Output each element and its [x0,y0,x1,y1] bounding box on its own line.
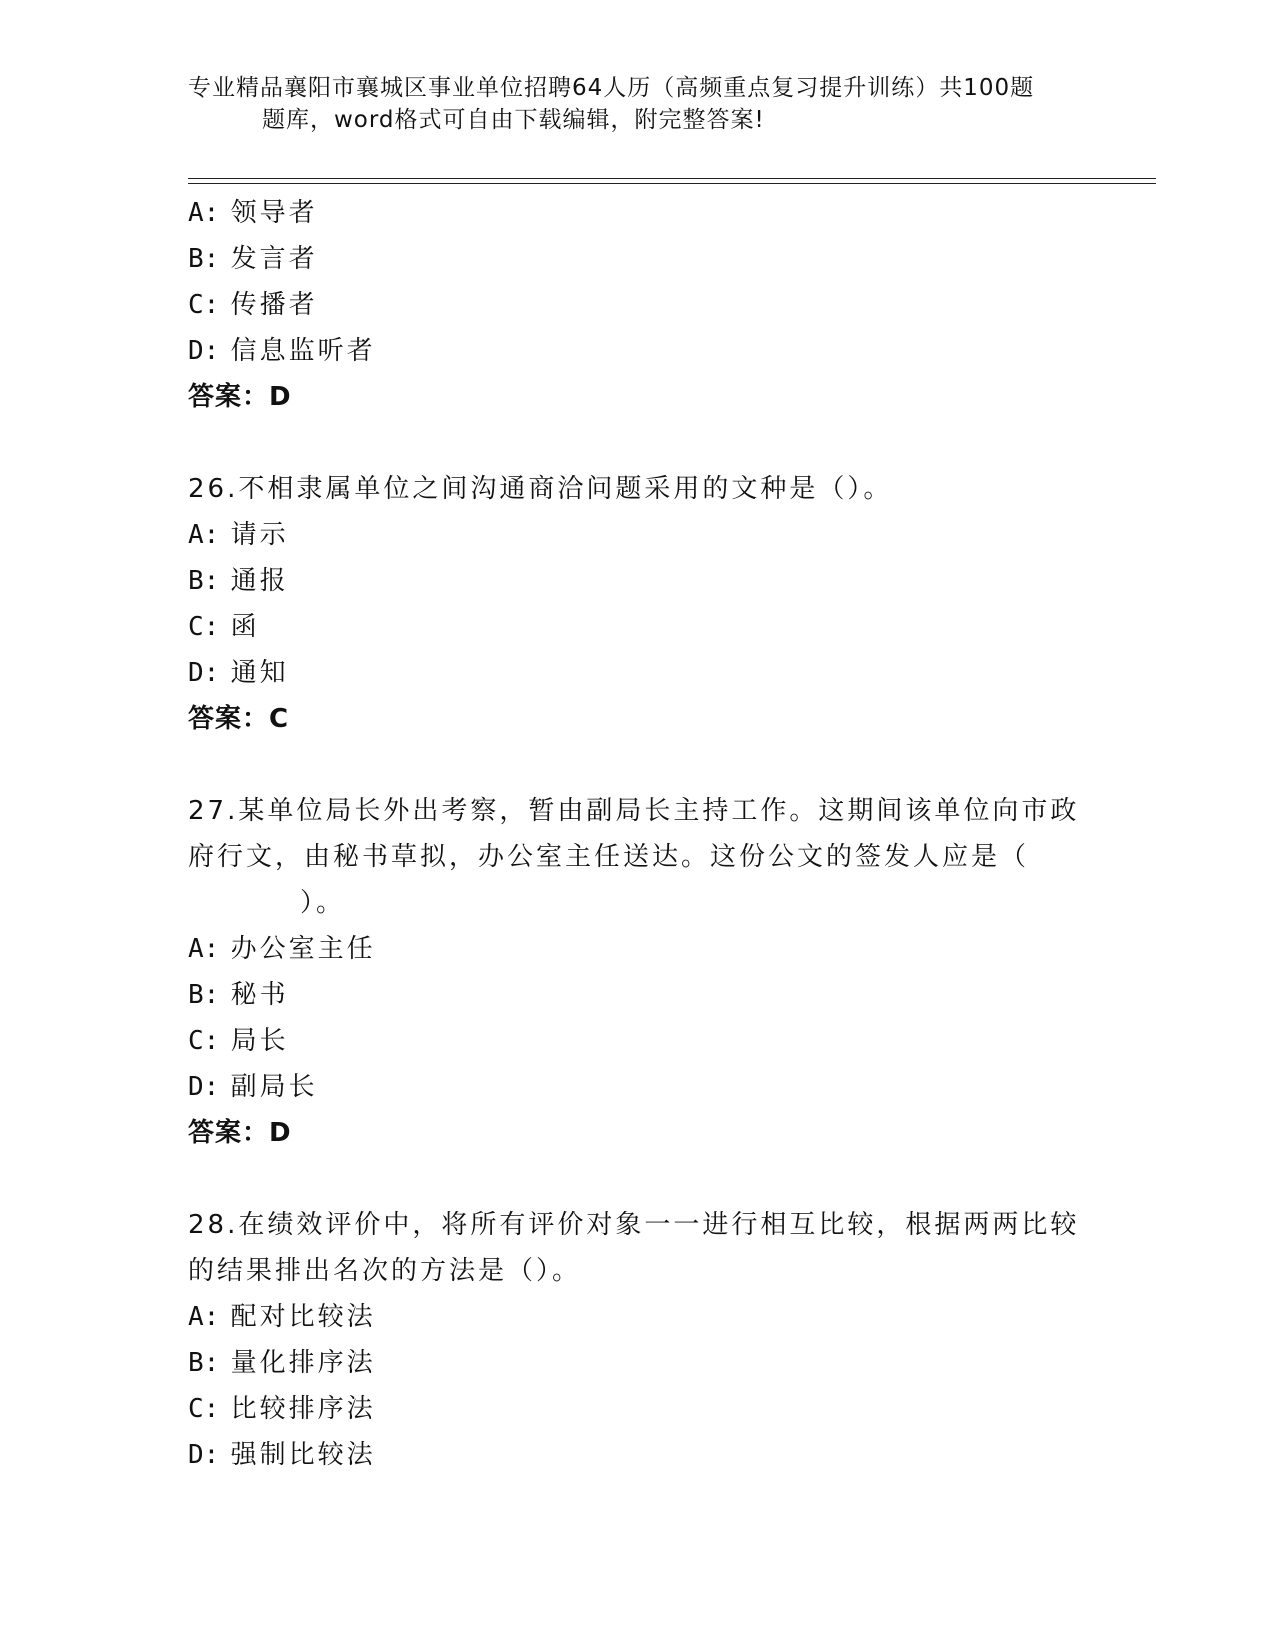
header-rule-top [188,178,1156,179]
question-text-line-3: ）。 [300,888,346,918]
option-d: D: 强制比较法 [188,1440,376,1470]
question-26-block [188,466,1088,742]
option-d: D: 副局长 [188,1072,318,1102]
option-b: B: 秘书 [188,980,289,1010]
question-text: 26.不相隶属单位之间沟通商洽问题采用的文种是（）。 [188,474,893,504]
document-body [188,190,1088,1478]
question-text-line-1: 28.在绩效评价中，将所有评价对象一一进行相互比较，根据两两比较 [188,1210,1080,1240]
option-d: D: 信息监听者 [188,336,376,366]
option-c: C: 函 [188,612,260,642]
document-header [188,72,1078,136]
option-b: B: 量化排序法 [188,1348,376,1378]
question-text-line-2: 府行文，由秘书草拟，办公室主任送达。这份公文的签发人应是（ [188,842,1030,872]
header-rule-bottom [188,183,1156,184]
answer-line: 答案：D [188,1118,292,1148]
spacer [188,742,1088,788]
header-line-1: 专业精品襄阳市襄城区事业单位招聘64人历（高频重点复习提升训练）共100题 [188,75,1035,101]
option-c: C: 比较排序法 [188,1394,376,1424]
question-text-line-1: 27.某单位局长外出考察，暂由副局长主持工作。这期间该单位向市政 [188,796,1080,826]
option-c: C: 局长 [188,1026,289,1056]
question-27-block [188,788,1088,1156]
question-28-block [188,1202,1088,1478]
answer-line: 答案：D [188,382,292,412]
option-a: A: 办公室主任 [188,934,376,964]
header-line-2: 题库，word格式可自由下载编辑，附完整答案! [262,107,765,133]
spacer [188,1156,1088,1202]
option-b: B: 通报 [188,566,289,596]
answer-line: 答案：C [188,704,290,734]
question-text-line-2: 的结果排出名次的方法是（）。 [188,1256,582,1286]
option-a: A: 领导者 [188,198,318,228]
option-a: A: 配对比较法 [188,1302,376,1332]
option-c: C: 传播者 [188,290,318,320]
option-b: B: 发言者 [188,244,318,274]
option-a: A: 请示 [188,520,289,550]
question-25-block [188,190,1088,420]
spacer [188,420,1088,466]
option-d: D: 通知 [188,658,289,688]
